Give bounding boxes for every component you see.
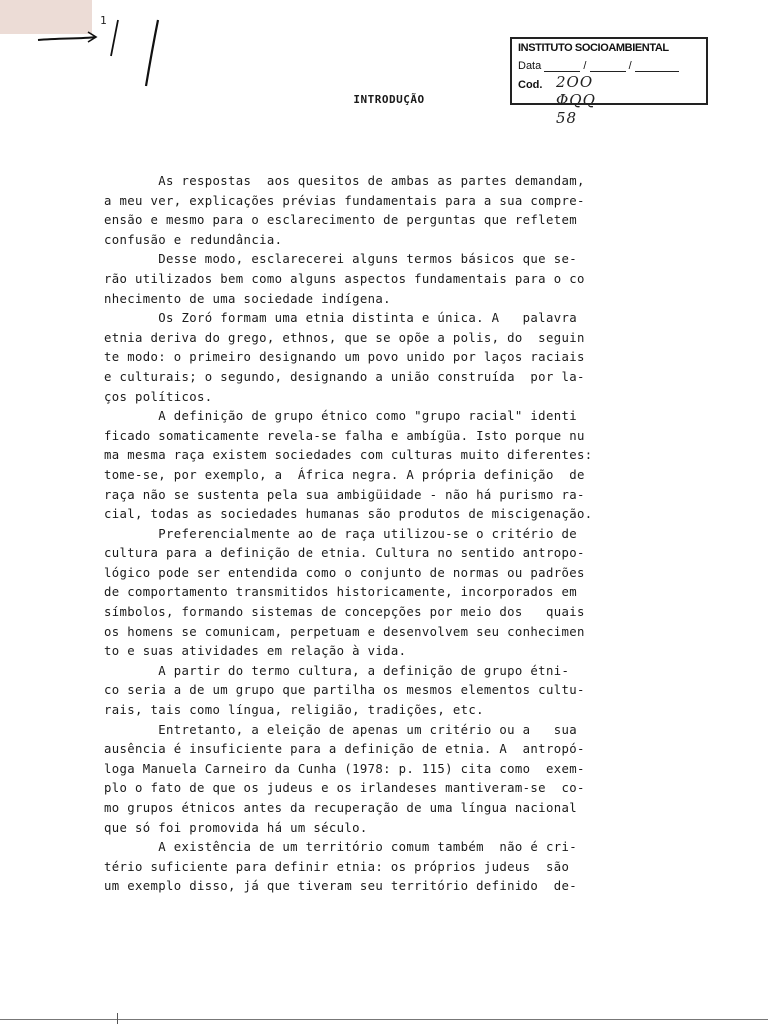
text-line: cial, todas as sociedades humanas são produtos de miscigenação.: [104, 507, 593, 522]
text-line: os homens se comunicam, perpetuam e desenvolvem seu conhecimen: [104, 624, 585, 639]
text-line: A partir do termo cultura, a definição de grupo étni-: [104, 663, 570, 678]
stamp-date-separator-2: /: [628, 60, 632, 72]
text-line: símbolos, formando sistemas de concepções por meio dos quais: [104, 605, 585, 620]
stamp-code-value: 2OO ΦQQ 58: [556, 73, 596, 127]
text-line: rais, tais como língua, religião, tradições, etc.: [104, 703, 484, 718]
text-line: ausência é insuficiente para a definição de etnia. A antropó-: [104, 742, 585, 757]
stamp-date-day-line: [544, 71, 580, 72]
body-text: [104, 172, 684, 897]
text-line: cultura para a definição de etnia. Cultura no sentido antropo-: [104, 546, 585, 561]
text-line: ços políticos.: [104, 389, 213, 404]
text-line: nhecimento de uma sociedade indígena.: [104, 291, 391, 306]
stamp-institution-name: INSTITUTO SOCIOAMBIENTAL: [518, 42, 669, 54]
text-line: loga Manuela Carneiro da Cunha (1978: p. 115) cita como exem-: [104, 761, 585, 776]
bottom-tick-mark: [117, 1013, 118, 1024]
text-line: A existência de um território comum também não é cri-: [104, 840, 577, 855]
text-line: que só foi promovida há um século.: [104, 820, 368, 835]
text-line: te modo: o primeiro designando um povo unido por laços raciais: [104, 350, 585, 365]
text-line: A definição de grupo étnico como "grupo racial" identi: [104, 409, 577, 424]
pen-stroke-slash-2: [146, 20, 158, 86]
text-line: plo o fato de que os judeus e os irlandeses mantiveram-se co-: [104, 781, 585, 796]
text-line: to e suas atividades em relação à vida.: [104, 644, 407, 659]
text-line: um exemplo disso, já que tiveram seu território definido de-: [104, 879, 577, 894]
text-line: ensão e mesmo para o esclarecimento de perguntas que refletem: [104, 213, 577, 228]
stamp-date-year-line: [635, 71, 679, 72]
text-line: de comportamento transmitidos historicamente, incorporados em: [104, 585, 577, 600]
text-line: lógico pode ser entendida como o conjunto de normas ou padrões: [104, 565, 585, 580]
page-title: INTRODUÇÃO: [353, 93, 425, 106]
pen-stroke-arrow: [38, 37, 96, 40]
text-line: tome-se, por exemplo, a África negra. A própria definição de: [104, 467, 585, 482]
text-line: rão utilizados bem como alguns aspectos fundamentais para o co: [104, 271, 585, 286]
pen-stroke-slash-1: [111, 20, 118, 56]
bottom-rule: [0, 1019, 768, 1020]
text-line: As respostas aos quesitos de ambas as partes demandam,: [104, 174, 585, 188]
text-line: raça não se sustenta pela sua ambigüidade - não há purismo ra-: [104, 487, 585, 502]
stamp-date-month-line: [590, 71, 626, 72]
text-line: co seria a de um grupo que partilha os mesmos elementos cultu-: [104, 683, 585, 698]
text-line: tério suficiente para definir etnia: os próprios judeus são: [104, 859, 570, 874]
text-line: Os Zoró formam uma etnia distinta e única. A palavra: [104, 311, 577, 326]
text-line: ma mesma raça existem sociedades com culturas muito diferentes:: [104, 448, 593, 463]
text-line: confusão e redundância.: [104, 232, 283, 247]
text-line: a meu ver, explicações prévias fundamentais para a sua compre-: [104, 193, 585, 208]
stamp-date-row: [518, 60, 679, 72]
page-number: 1: [100, 14, 107, 27]
stamp-date-separator-1: /: [583, 60, 587, 72]
stamp-code-label: Cod.: [518, 79, 543, 91]
stamp-date-label: Data: [518, 60, 542, 72]
stamp-code-row: [518, 73, 596, 127]
text-line: ficado somaticamente revela-se falha e ambígüa. Isto porque nu: [104, 428, 585, 443]
text-line: Entretanto, a eleição de apenas um critério ou a sua: [104, 722, 577, 737]
text-line: Desse modo, esclarecerei alguns termos básicos que se-: [104, 252, 577, 267]
text-line: Preferencialmente ao de raça utilizou-se o critério de: [104, 526, 577, 541]
text-line: e culturais; o segundo, designando a união construída por la-: [104, 369, 585, 384]
text-line: etnia deriva do grego, ethnos, que se opõe a polis, do seguin: [104, 330, 585, 345]
text-line: mo grupos étnicos antes da recuperação de uma língua nacional: [104, 801, 577, 815]
